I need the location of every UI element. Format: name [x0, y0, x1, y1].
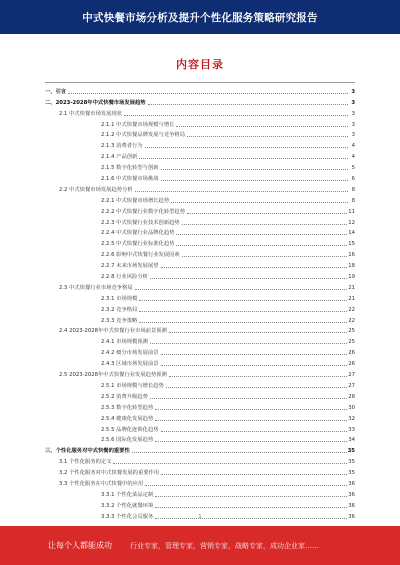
- toc-heading: 内容目录: [176, 58, 224, 71]
- toc-entry-page: 36: [348, 491, 355, 498]
- toc-entry-page: 15: [348, 241, 355, 248]
- heading-divider: [45, 82, 355, 83]
- table-of-contents: [45, 85, 355, 521]
- toc-entry-page: 12: [348, 219, 355, 226]
- toc-entry[interactable]: [45, 368, 355, 379]
- dot-leader: [161, 180, 348, 181]
- toc-entry-page: 35: [348, 459, 355, 466]
- toc-entry-page: 35: [348, 470, 355, 477]
- toc-entry[interactable]: [45, 248, 355, 259]
- toc-entry[interactable]: [45, 227, 355, 238]
- toc-entry[interactable]: [45, 118, 355, 129]
- toc-entry-page: 33: [348, 426, 355, 433]
- toc-entry-label: 2.1.3 消费者行为: [101, 143, 143, 150]
- toc-entry-page: 26: [348, 350, 355, 357]
- dot-leader: [150, 398, 347, 399]
- toc-entry-label: 三、个性化服务对中式快餐的重要性: [45, 448, 130, 455]
- dot-leader: [68, 93, 348, 94]
- page-number: 1: [198, 514, 202, 520]
- dot-leader: [132, 452, 347, 453]
- toc-entry-page: 35: [347, 448, 355, 455]
- toc-entry-label: 2.3.1 市场规模: [101, 295, 138, 302]
- footer-slogan: 让每个人都能成功: [48, 541, 112, 550]
- dot-leader: [135, 289, 348, 290]
- dot-leader: [161, 267, 348, 268]
- dot-leader: [113, 463, 347, 464]
- dot-leader: [145, 485, 347, 486]
- toc-entry-label: 2.2 中式快餐市场发展趋势分析: [59, 186, 133, 193]
- toc-entry[interactable]: [45, 499, 355, 510]
- toc-entry-label: 2.5 2023-2028年中式快餐行业发展趋势预测: [59, 372, 167, 379]
- toc-entry-page: 21: [348, 295, 355, 302]
- toc-entry[interactable]: [45, 292, 355, 303]
- toc-entry[interactable]: [45, 161, 355, 172]
- toc-entry[interactable]: [45, 401, 355, 412]
- toc-entry-label: 2.3.2 竞争格局: [101, 306, 138, 313]
- dot-leader: [176, 245, 347, 246]
- toc-entry[interactable]: [45, 444, 355, 455]
- toc-entry[interactable]: [45, 303, 355, 314]
- toc-entry-page: 34: [348, 437, 355, 444]
- toc-entry-page: 3: [351, 132, 355, 139]
- toc-entry-page: 14: [348, 230, 355, 237]
- toc-entry-page: 3: [351, 121, 355, 128]
- toc-entry-label: 3.3.2 个性化就餐环境: [101, 502, 154, 509]
- document-title: 中式快餐市场分析及提升个性化服务策略研究报告: [82, 11, 318, 24]
- toc-entry-page: 36: [348, 480, 355, 487]
- dot-leader: [182, 256, 348, 257]
- toc-entry-label: 3.2 个性化服务对中式快餐发展的重要作用: [59, 470, 160, 477]
- toc-entry-page: 30: [348, 404, 355, 411]
- toc-entry-page: 26: [348, 361, 355, 368]
- toc-entry[interactable]: [45, 216, 355, 227]
- toc-entry-page: 11: [348, 208, 355, 215]
- dot-leader: [124, 115, 348, 116]
- toc-entry-label: 2.5.6 国际化发展趋势: [101, 437, 154, 444]
- dot-leader: [155, 496, 347, 497]
- toc-entry-page: 8: [351, 186, 355, 193]
- toc-entry-label: 二、2023-2028年中式快餐市场发展趋势: [45, 99, 146, 106]
- toc-entry-label: 2.5.3 数字化转型趋势: [101, 404, 154, 411]
- footer-tagline: 行业专家，管理专家，营销专家，战略专家，成功企业家……: [130, 542, 319, 550]
- document-header-bar: [0, 0, 400, 34]
- dot-leader: [155, 441, 347, 442]
- toc-entry-label: 2.1.4 产品创新: [101, 154, 138, 161]
- toc-entry-page: 22: [348, 306, 355, 313]
- dot-leader: [161, 365, 348, 366]
- toc-entry-page: 5: [351, 165, 355, 172]
- toc-entry[interactable]: [45, 325, 355, 336]
- toc-entry-page: 27: [348, 372, 355, 379]
- toc-entry-page: 4: [351, 154, 355, 161]
- toc-entry[interactable]: [45, 488, 355, 499]
- dot-leader: [161, 354, 348, 355]
- toc-entry-label: 2.1.2 中式快餐品牌发展与竞争格局: [101, 132, 186, 139]
- dot-leader: [139, 322, 347, 323]
- toc-entry-label: 2.2.6 影响中式快餐行业发展因素: [101, 252, 180, 259]
- toc-entry-page: 8: [351, 197, 355, 204]
- toc-entry-page: 6: [351, 176, 355, 183]
- toc-entry[interactable]: [45, 96, 355, 107]
- toc-entry-label: 2.2.2 中式快餐行业数字化转型趋势: [101, 208, 186, 215]
- toc-entry-page: 27: [348, 382, 355, 389]
- toc-entry-page: 25: [348, 328, 355, 335]
- toc-entry-label: 2.2.5 中式快餐行业标准化趋势: [101, 241, 175, 248]
- toc-entry[interactable]: [45, 205, 355, 216]
- dot-leader: [171, 202, 348, 203]
- dot-leader: [135, 191, 348, 192]
- toc-entry[interactable]: [45, 335, 355, 346]
- toc-entry-label: 2.1.5 数字化转型与创新: [101, 165, 159, 172]
- toc-entry-label: 2.5.4 健康化发展趋势: [101, 415, 154, 422]
- toc-entry[interactable]: [45, 139, 355, 150]
- dot-leader: [169, 332, 347, 333]
- toc-entry-page: 32: [348, 415, 355, 422]
- dot-leader: [169, 376, 347, 377]
- toc-entry[interactable]: [45, 314, 355, 325]
- toc-entry-label: 3.3 个性化服务在中式快餐中的应用: [59, 480, 144, 487]
- dot-leader: [145, 147, 348, 148]
- dot-leader: [155, 420, 347, 421]
- dot-leader: [139, 311, 347, 312]
- toc-entry-label: 2.1.6 中式快餐市场挑战: [101, 176, 159, 183]
- dot-leader: [166, 387, 347, 388]
- dot-leader: [161, 169, 348, 170]
- toc-entry-label: 2.4 2023-2028年中式快餐行业市场前景预测: [59, 328, 167, 335]
- toc-entry[interactable]: [45, 150, 355, 161]
- toc-entry-page: 36: [348, 502, 355, 509]
- toc-entry[interactable]: [45, 270, 355, 281]
- toc-entry[interactable]: [45, 379, 355, 390]
- toc-entry-label: 2.5.1 市场规模与增长趋势: [101, 382, 164, 389]
- toc-entry[interactable]: [45, 172, 355, 183]
- toc-entry[interactable]: [45, 183, 355, 194]
- toc-entry[interactable]: [45, 346, 355, 357]
- dot-leader: [155, 409, 347, 410]
- footer-bar: [0, 526, 400, 565]
- toc-entry[interactable]: [45, 281, 355, 292]
- toc-entry-page: 3: [351, 99, 355, 106]
- toc-entry-label: 2.1.1 中式快餐市场规模与增长: [101, 121, 175, 128]
- toc-entry-page: 21: [348, 284, 355, 291]
- dot-leader: [139, 158, 348, 159]
- dot-leader: [187, 136, 348, 137]
- dot-leader: [150, 278, 347, 279]
- toc-entry-label: 2.5.2 消费升级趋势: [101, 393, 148, 400]
- toc-entry[interactable]: [45, 357, 355, 368]
- toc-entry-page: 4: [351, 143, 355, 150]
- toc-entry-page: 25: [348, 339, 355, 346]
- toc-entry[interactable]: [45, 85, 355, 96]
- toc-entry-label: 2.3 中式快餐行业市场竞争格局: [59, 284, 133, 291]
- toc-entry-page: 18: [348, 263, 355, 270]
- toc-entry[interactable]: [45, 477, 355, 488]
- toc-entry[interactable]: [45, 237, 355, 248]
- toc-entry-page: 36: [348, 513, 355, 520]
- toc-entry-label: 2.3.3 竞争策略: [101, 317, 138, 324]
- toc-entry-label: 2.1 中式快餐市场发展现状: [59, 110, 123, 117]
- toc-entry[interactable]: [45, 455, 355, 466]
- toc-entry-label: 2.5.5 品牌化连锁化趋势: [101, 426, 159, 433]
- dot-leader: [187, 213, 347, 214]
- toc-entry-label: 2.4.1 市场规模预测: [101, 339, 148, 346]
- toc-entry[interactable]: [45, 390, 355, 401]
- toc-entry-label: 2.2.8 行业风险分析: [101, 274, 148, 281]
- toc-entry-page: 22: [348, 317, 355, 324]
- toc-entry-label: 2.2.4 中式快餐行业品牌化趋势: [101, 230, 175, 237]
- toc-entry-label: 2.4.2 细分市场发展前景: [101, 350, 159, 357]
- toc-entry-label: 2.2.7 未来市场发展展望: [101, 263, 159, 270]
- dot-leader: [161, 474, 347, 475]
- dot-leader: [155, 507, 347, 508]
- toc-entry[interactable]: [45, 259, 355, 270]
- toc-entry-label: 2.4.3 区域市场发展前景: [101, 361, 159, 368]
- toc-entry[interactable]: [45, 434, 355, 445]
- dot-leader: [150, 343, 347, 344]
- toc-entry[interactable]: [45, 194, 355, 205]
- toc-entry-page: 16: [348, 252, 355, 259]
- toc-entry-page: 3: [351, 88, 355, 95]
- toc-entry[interactable]: [45, 466, 355, 477]
- toc-entry-page: 19: [348, 274, 355, 281]
- dot-leader: [182, 224, 348, 225]
- toc-entry-label: 一、引言: [45, 88, 67, 95]
- dot-leader: [176, 234, 347, 235]
- toc-entry-label: 3.3.1 个性化菜品定制: [101, 491, 154, 498]
- toc-entry-label: 2.2.1 中式快餐市场增长趋势: [101, 197, 170, 204]
- dot-leader: [148, 104, 348, 105]
- toc-entry-label: 2.2.3 中式快餐行业技术创新趋势: [101, 219, 180, 226]
- toc-entry-page: 28: [348, 393, 355, 400]
- dot-leader: [176, 126, 348, 127]
- toc-entry[interactable]: [45, 412, 355, 423]
- dot-leader: [139, 300, 347, 301]
- toc-entry[interactable]: [45, 129, 355, 140]
- toc-entry-label: 3.3.3 个性化会员服务: [101, 513, 154, 520]
- toc-entry[interactable]: [45, 423, 355, 434]
- dot-leader: [161, 431, 348, 432]
- toc-entry-page: 3: [351, 110, 355, 117]
- toc-entry[interactable]: [45, 107, 355, 118]
- toc-entry-label: 3.1 个性化服务的定义: [59, 459, 112, 466]
